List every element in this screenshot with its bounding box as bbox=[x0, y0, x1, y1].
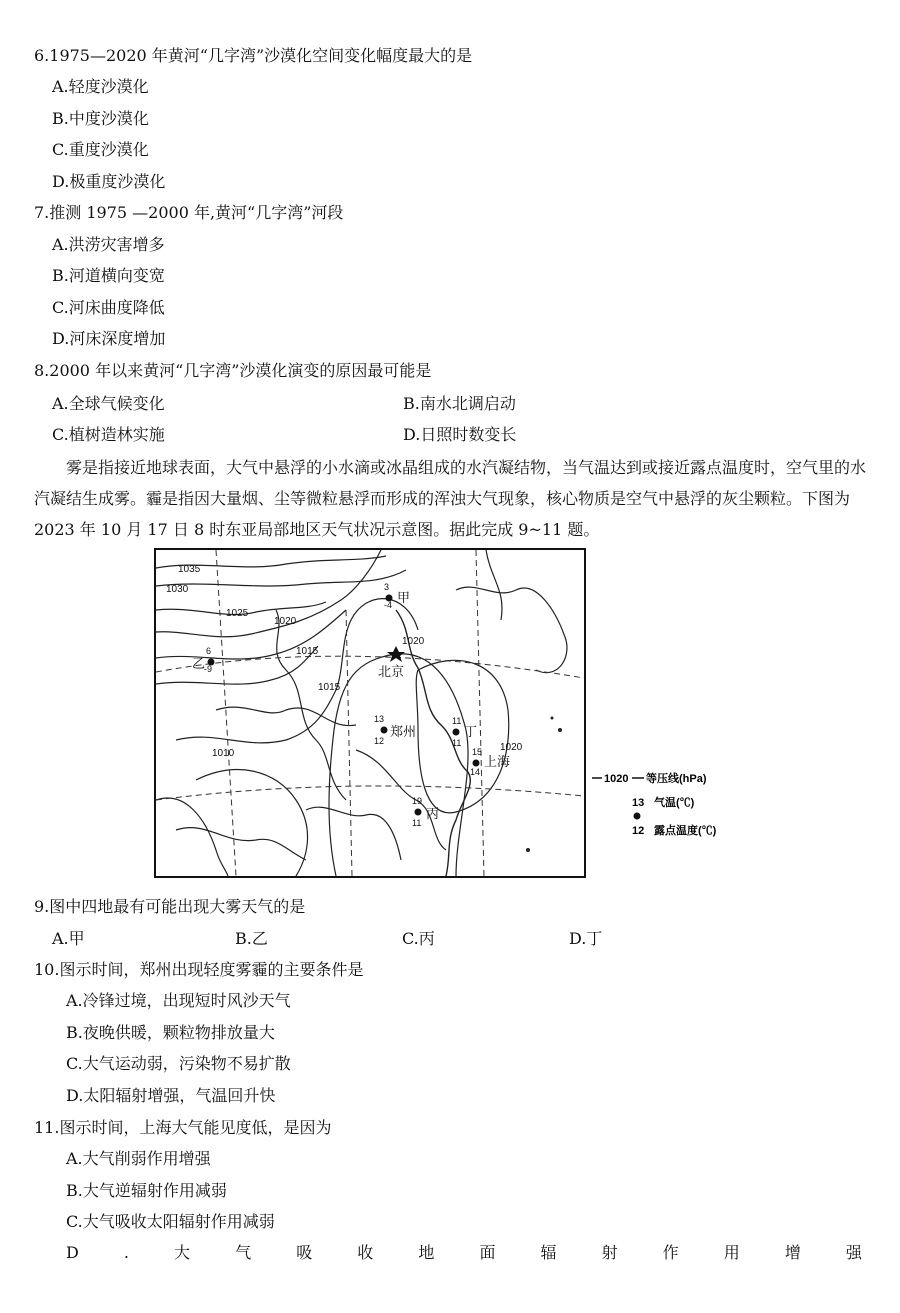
legend-dew-label: 露点温度(℃) bbox=[654, 825, 717, 837]
station-name-bing: 丙 bbox=[426, 806, 440, 821]
q11-d-char: 射 bbox=[601, 1243, 618, 1262]
isobar-label: 1035 bbox=[178, 564, 201, 575]
q11-d-char: D bbox=[66, 1243, 79, 1262]
isobar-line bbox=[156, 798, 228, 876]
q11-d-char: 地 bbox=[418, 1243, 435, 1262]
q11-d-char: 气 bbox=[235, 1243, 252, 1262]
question-6-stem: 6.1975—2020 年黄河“几字湾”沙漠化空间变化幅度最大的是 bbox=[34, 46, 473, 65]
q6-option-a[interactable]: A.轻度沙漠化 bbox=[52, 77, 149, 96]
isobar-line bbox=[156, 646, 318, 684]
q8-option-c[interactable]: C.植树造林实施 bbox=[52, 425, 165, 444]
question-7-stem: 7.推测 1975 —2000 年,黄河“几字湾”河段 bbox=[34, 203, 344, 222]
q7-option-a[interactable]: A.洪涝灾害增多 bbox=[52, 235, 165, 254]
legend-temp-sample: 13 bbox=[632, 797, 645, 809]
border-line bbox=[486, 550, 502, 620]
q11-option-c[interactable]: C.大气吸收太阳辐射作用减弱 bbox=[66, 1212, 275, 1231]
station-dew-zhengzhou: 12 bbox=[374, 736, 385, 746]
q11-d-char: 收 bbox=[357, 1243, 374, 1262]
question-10-stem: 10.图示时间，郑州出现轻度雾霾的主要条件是 bbox=[34, 960, 364, 979]
isobar-label: 1020 bbox=[500, 742, 523, 753]
q11-d-char: 作 bbox=[662, 1243, 679, 1262]
q11-d-char: 用 bbox=[723, 1243, 740, 1262]
longitude-line bbox=[476, 550, 484, 876]
station-temp-ding: 11 bbox=[452, 716, 462, 726]
legend-isobar-label: 等压线(hPa) bbox=[646, 773, 707, 785]
q11-d-char: 增 bbox=[784, 1243, 801, 1262]
isobar-label: 1025 bbox=[226, 608, 249, 619]
isobar-label: 1020 bbox=[402, 636, 425, 647]
station-dew-jia: -4 bbox=[384, 600, 393, 610]
q6-option-d[interactable]: D.极重度沙漠化 bbox=[52, 172, 166, 191]
q9-option-a[interactable]: A.甲 bbox=[52, 929, 85, 948]
station-name-yi: 乙 bbox=[192, 656, 206, 671]
latitude-line bbox=[156, 656, 584, 678]
q7-option-c[interactable]: C.河床曲度降低 bbox=[52, 298, 165, 317]
question-8-stem: 8.2000 年以来黄河“几字湾”沙漠化演变的原因最可能是 bbox=[34, 361, 432, 380]
legend-station-dot bbox=[634, 813, 641, 820]
station-temp-shanghai: 15 bbox=[472, 747, 483, 757]
map-legend bbox=[592, 768, 782, 848]
station-name-zhengzhou: 郑州 bbox=[390, 724, 417, 739]
city-label-beijing: 北京 bbox=[378, 664, 405, 679]
reading-passage: 雾是指接近地球表面，大气中悬浮的小水滴或冰晶组成的水汽凝结物，当气温达到或接近露点温度时，空气里的水汽凝结生成雾。霾是指因大量烟、尘等微粒悬浮而形成的浑浊大气现象，核心物质是空气中悬浮的灰尘颗粒。下图为 2023 年 10 月 17 日 8 时东亚局部地区天气状况示意图。据此完成 9~11 题。 bbox=[34, 458, 867, 539]
station-name-shanghai: 上海 bbox=[484, 754, 511, 769]
station-temp-yi: 6 bbox=[206, 646, 212, 656]
station-dot-shanghai bbox=[473, 760, 480, 767]
latitude-line bbox=[156, 786, 584, 800]
border-line bbox=[216, 707, 356, 725]
station-name-ding: 丁 bbox=[464, 724, 478, 739]
station-temp-zhengzhou: 13 bbox=[374, 714, 385, 724]
q11-d-char: 面 bbox=[479, 1243, 496, 1262]
weather-map-svg bbox=[156, 550, 584, 876]
q11-d-char: 强 bbox=[845, 1243, 862, 1262]
q6-option-b[interactable]: B.中度沙漠化 bbox=[52, 109, 149, 128]
border-line bbox=[176, 828, 306, 860]
q8-option-b[interactable]: B.南水北调启动 bbox=[403, 394, 516, 413]
q11-d-char: 大 bbox=[174, 1243, 191, 1262]
border-line bbox=[356, 750, 446, 850]
border-line bbox=[306, 807, 401, 860]
station-dew-yi: -9 bbox=[204, 664, 213, 674]
question-11-stem: 11.图示时间，上海大气能见度低，是因为 bbox=[34, 1118, 332, 1137]
isobar-label: 1010 bbox=[212, 748, 235, 759]
q8-option-d[interactable]: D.日照时数变长 bbox=[403, 425, 517, 444]
station-dew-ding: 11 bbox=[452, 738, 462, 748]
q9-option-b[interactable]: B.乙 bbox=[235, 929, 268, 948]
q11-option-d[interactable] bbox=[66, 1243, 862, 1263]
legend-dew-sample: 12 bbox=[632, 825, 645, 837]
capital-star-icon bbox=[387, 646, 405, 662]
station-dew-bing: 11 bbox=[412, 818, 422, 828]
border-line bbox=[456, 587, 567, 673]
isobar-line bbox=[416, 660, 509, 813]
isobar-label: 1015 bbox=[296, 646, 319, 657]
q10-option-d[interactable]: D.太阳辐射增强，气温回升快 bbox=[66, 1086, 276, 1105]
station-dot-zhengzhou bbox=[381, 727, 388, 734]
q11-d-char: 吸 bbox=[296, 1243, 313, 1262]
q11-d-char: . bbox=[123, 1243, 129, 1262]
legend-temp-label: 气温(℃) bbox=[654, 797, 695, 809]
isobar-label: 1015 bbox=[318, 682, 341, 693]
q9-option-d[interactable]: D.丁 bbox=[569, 929, 603, 948]
station-name-jia: 甲 bbox=[397, 590, 411, 605]
q11-option-b[interactable]: B.大气逆辐射作用减弱 bbox=[66, 1181, 227, 1200]
station-temp-jia: 3 bbox=[384, 582, 390, 592]
longitude-line bbox=[346, 610, 352, 876]
isobar-label: 1020 bbox=[274, 616, 297, 627]
q11-d-char: 辐 bbox=[540, 1243, 557, 1262]
weather-map bbox=[154, 548, 586, 878]
q6-option-c[interactable]: C.重度沙漠化 bbox=[52, 140, 149, 159]
station-temp-bing: 19 bbox=[412, 796, 423, 806]
q9-option-c[interactable]: C.丙 bbox=[402, 929, 435, 948]
q10-option-b[interactable]: B.夜晚供暖，颗粒物排放量大 bbox=[66, 1023, 275, 1042]
q11-option-a[interactable]: A.大气削弱作用增强 bbox=[66, 1149, 211, 1168]
station-dew-shanghai: 14 bbox=[470, 767, 481, 777]
q10-option-c[interactable]: C.大气运动弱，污染物不易扩散 bbox=[66, 1054, 291, 1073]
longitude-line bbox=[216, 550, 236, 876]
question-9-stem: 9.图中四地最有可能出现大雾天气的是 bbox=[34, 897, 306, 916]
legend-isobar-value: 1020 bbox=[604, 773, 629, 785]
isobar-line bbox=[196, 770, 308, 876]
q7-option-b[interactable]: B.河道横向变宽 bbox=[52, 266, 165, 285]
q10-option-a[interactable]: A.冷锋过境，出现短时风沙天气 bbox=[66, 991, 291, 1010]
q7-option-d[interactable]: D.河床深度增加 bbox=[52, 329, 166, 348]
isobar-label: 1030 bbox=[166, 584, 189, 595]
station-dot-ding bbox=[453, 729, 460, 736]
station-dot-bing bbox=[415, 809, 422, 816]
q8-option-a[interactable]: A.全球气候变化 bbox=[52, 394, 165, 413]
